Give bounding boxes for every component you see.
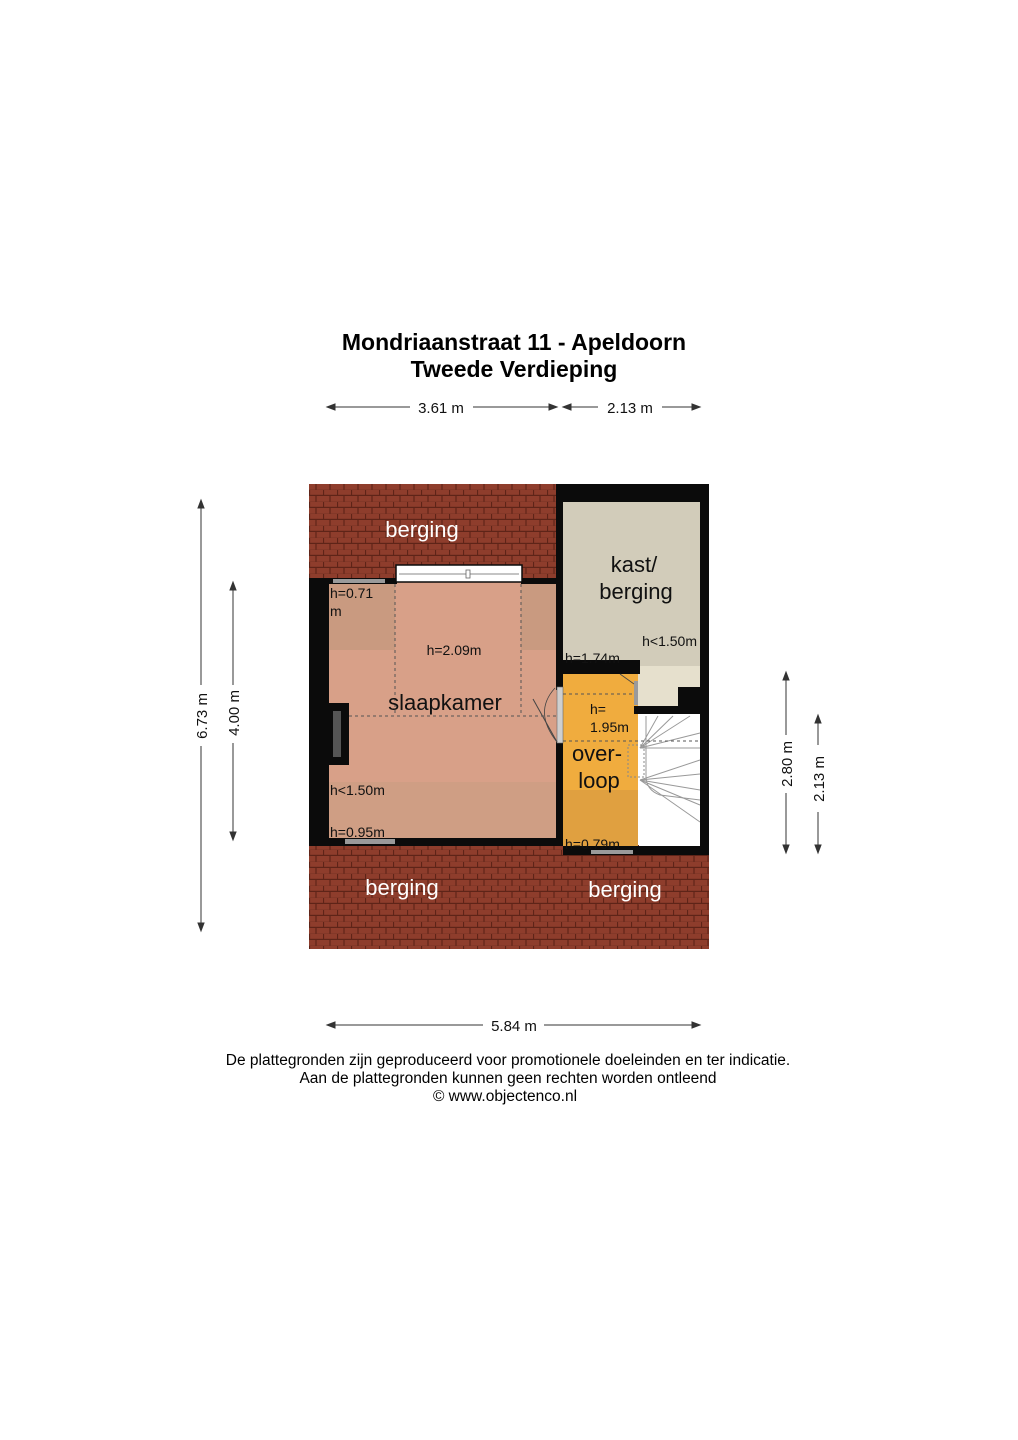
plan-title-address: Mondriaanstraat 11 - Apeldoorn — [341, 329, 687, 355]
disclaimer-line-1: De plattegronden zijn geproduceerd voor promotionele doeleinden en ter indicatie. — [225, 1052, 791, 1069]
height-label-150-kast: h<1.50m — [642, 633, 697, 649]
room-label-overloop-line1: over- — [571, 741, 623, 766]
room-label-overloop-line2: loop — [578, 768, 620, 793]
dimension-label-right-inner: 2.13 m — [811, 756, 828, 802]
dimension-label-left-inner: 4.00 m — [226, 690, 243, 736]
height-label-095: h=0.95m — [330, 824, 385, 840]
disclaimer-line-3: © www.objectenco.nl — [432, 1088, 578, 1105]
height-label-150-slaap: h<1.50m — [330, 782, 385, 798]
height-label-195-line1: h= — [590, 701, 606, 717]
height-label-071-line1: h=0.71 — [330, 585, 374, 601]
plan-title-floor: Tweede Verdieping — [410, 356, 618, 382]
dimension-label-top-right: 2.13 m — [607, 400, 653, 417]
height-label-174: h=1.74m — [565, 650, 620, 666]
disclaimer-line-2: Aan de plattegronden kunnen geen rechten worden ontleend — [299, 1070, 717, 1087]
dimension-label-left-outer: 6.73 m — [194, 693, 211, 739]
chimney — [333, 711, 341, 757]
height-label-071-line2: m — [330, 603, 342, 619]
room-label-kast-line1: kast/ — [610, 552, 658, 577]
bedroom-low-zone-top-right — [521, 584, 557, 650]
room-label-slaapkamer: slaapkamer — [388, 690, 502, 715]
room-label-berging-bottom-right: berging — [588, 877, 662, 902]
dimension-label-top-left: 3.61 m — [418, 400, 464, 417]
room-label-berging-bottom-left: berging — [365, 875, 439, 900]
height-label-079: h=0.79m — [565, 836, 620, 852]
room-label-berging-top: berging — [385, 517, 459, 542]
height-label-195-line2: 1.95m — [590, 719, 629, 735]
dimension-label-right-outer: 2.80 m — [779, 741, 796, 787]
height-label-209: h=2.09m — [426, 642, 482, 658]
dimension-label-bottom: 5.84 m — [491, 1018, 537, 1035]
room-label-kast-line2: berging — [599, 579, 673, 604]
